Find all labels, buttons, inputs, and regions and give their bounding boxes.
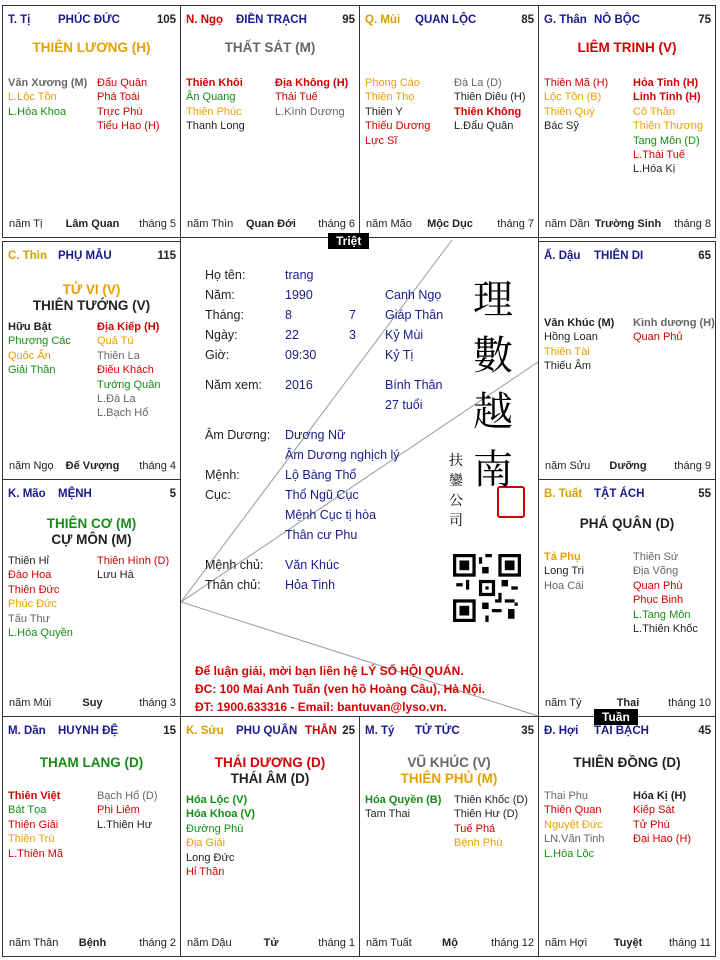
red-seal-icon <box>497 486 525 518</box>
palace-age-value: 45 <box>698 725 711 737</box>
minor-star: Thiên Quan <box>544 804 602 817</box>
main-star: THÁI ÂM (D) <box>230 771 310 786</box>
minor-star: Hồng Loan <box>544 331 598 344</box>
cuc-note: Mệnh Cục tị hòa <box>285 508 377 522</box>
minor-stars-left <box>8 76 87 119</box>
logo-char-1: 理 <box>473 277 513 323</box>
minor-star: Quan Phủ <box>633 331 683 344</box>
palace-name: TÀI BẠCH <box>594 725 649 737</box>
name-value: trang <box>285 268 314 282</box>
main-star: VŨ KHÚC (V) <box>407 755 491 770</box>
yinyang-value: Dương Nữ <box>285 428 346 442</box>
minor-star: Điếu Khách <box>97 364 154 377</box>
minor-star: Thiếu Dương <box>365 120 431 133</box>
cuc-value: Thổ Ngũ Cục <box>285 488 359 502</box>
minor-star: Hỏa Tinh (H) <box>633 77 699 89</box>
view-year-canchi: Bính Thân <box>385 378 443 392</box>
thanchu-value: Hỏa Tinh <box>285 578 336 592</box>
minor-star: Nguyệt Đức <box>544 818 603 831</box>
minor-star: L.Đẩu Quân <box>454 120 514 133</box>
view-year-value: 2016 <box>285 378 313 392</box>
minor-star: Thiên La <box>97 349 140 362</box>
minor-star: Bát Tọa <box>8 804 47 817</box>
palace-year: năm Ngọ <box>9 460 54 472</box>
triet-marker: Triệt <box>328 233 369 249</box>
logo-side-1: 扶 <box>449 453 463 469</box>
palace-hoi[interactable] <box>538 716 716 957</box>
palace-year: năm Tý <box>545 697 582 709</box>
minor-star: Tam Thai <box>365 808 411 821</box>
palace-stage: Trường Sinh <box>594 218 662 230</box>
palace-year: năm Dậu <box>187 937 232 949</box>
minor-star: Tấu Thư <box>8 612 51 625</box>
minor-stars-right <box>454 76 526 134</box>
minor-star: Long Trì <box>544 565 585 578</box>
palace-mao[interactable] <box>2 479 181 717</box>
palace-name: THIÊN DI <box>594 250 644 262</box>
palace-name: MỆNH <box>58 488 92 500</box>
main-star: LIÊM TRINH (V) <box>577 40 677 55</box>
minor-stars-left <box>8 554 73 640</box>
palace-name: TỬ TỨC <box>415 725 460 737</box>
qr-code-icon[interactable] <box>453 554 521 622</box>
minor-star: Thiên Thọ <box>365 91 415 104</box>
main-star: CỰ MÔN (M) <box>51 532 132 547</box>
year-label: Năm: <box>205 288 235 302</box>
minor-star: Hỉ Thần <box>186 866 225 879</box>
minor-stars-left <box>186 793 255 879</box>
minor-star: Lộc Tồn (B) <box>544 91 602 104</box>
palace-mui[interactable] <box>359 5 539 238</box>
view-year-label: Năm xem: <box>205 378 262 392</box>
main-star: PHÁ QUÂN (D) <box>579 516 675 531</box>
palace-name: PHU QUÂN <box>236 725 298 737</box>
palace-name: NÔ BỘC <box>594 14 640 26</box>
minor-stars-left <box>8 789 63 861</box>
minor-stars-right <box>97 789 158 832</box>
minor-stars-right <box>633 550 698 636</box>
minor-star: Tử Phù <box>633 818 670 831</box>
minor-star: Thiên Hỉ <box>8 555 49 567</box>
minor-star: Văn Xương (M) <box>8 77 88 89</box>
year-canchi: Canh Ngọ <box>385 288 442 302</box>
minor-star: Thiên Giải <box>8 818 59 831</box>
palace-branch: B. Tuất <box>544 488 583 500</box>
palace-stage: Mộc Dục <box>427 218 473 230</box>
hour-value: 09:30 <box>285 348 317 362</box>
palace-year: năm Mão <box>366 218 412 230</box>
menhchu-value: Văn Khúc <box>285 558 340 572</box>
logo-side-3: 公 <box>449 493 463 509</box>
minor-star: Địa Giải <box>186 837 226 850</box>
minor-star: Hữu Bật <box>8 321 52 333</box>
minor-star: Tiểu Hao (H) <box>97 120 160 133</box>
palace-branch: Ấ. Dậu <box>544 250 581 262</box>
palace-month: tháng 10 <box>668 697 711 709</box>
palace-age-value: 75 <box>698 14 711 26</box>
palace-dau[interactable] <box>538 241 716 480</box>
palace-branch: K. Mão <box>8 488 46 500</box>
minor-star: Long Đức <box>186 851 235 864</box>
hour-canchi: Kỷ Tị <box>385 348 414 362</box>
minor-star: Tuế Phá <box>454 822 496 835</box>
minor-star: Phúc Đức <box>8 598 57 611</box>
minor-stars-left <box>186 76 245 134</box>
palace-name: PHÚC ĐỨC <box>58 14 120 26</box>
minor-star: Thanh Long <box>186 120 245 133</box>
minor-star: Ân Quang <box>186 91 236 104</box>
month-lunar: 7 <box>349 308 356 322</box>
menh-value: Lộ Bàng Thổ <box>285 468 357 482</box>
palace-name: PHỤ MẪU <box>58 250 112 262</box>
minor-star: Trực Phù <box>97 105 143 118</box>
minor-star: Thiên Quý <box>544 105 595 118</box>
minor-star: Thiên Sứ <box>633 551 679 563</box>
logo-char-2: 數 <box>473 333 513 379</box>
contact-line-2: ĐC: 100 Mai Anh Tuấn (ven hồ Hoàng Cầu), Hà Nội. <box>195 682 486 696</box>
main-star: THẤT SÁT (M) <box>224 40 316 55</box>
palace-stage: Suy <box>82 697 103 709</box>
palace-age-value: 105 <box>156 14 176 26</box>
palace-month: tháng 9 <box>674 460 711 472</box>
minor-star: L.Thiên Khốc <box>633 623 698 636</box>
minor-star: Địa Võng <box>633 565 679 578</box>
palace-age-value: 5 <box>169 488 176 500</box>
minor-stars-left <box>544 789 605 861</box>
thanchu-label: Thân chủ: <box>205 578 261 592</box>
minor-star: Văn Khúc (M) <box>544 317 615 329</box>
minor-star: Thiên Hình (D) <box>97 555 170 567</box>
minor-star: Kình dương (H) <box>633 317 715 329</box>
palace-year: năm Thân <box>9 937 59 949</box>
contact-line-3: ĐT: 1900.633316 - Email: bantuvan@lyso.vn. <box>195 700 447 714</box>
minor-stars-left <box>544 316 614 374</box>
palace-month: tháng 11 <box>668 937 711 949</box>
main-star: THAM LANG (D) <box>39 755 144 770</box>
horoscope-board <box>2 5 716 957</box>
palace-age-value: 85 <box>521 14 534 26</box>
minor-star: Đà La (D) <box>454 77 502 89</box>
minor-star: Thiên Việt <box>8 790 61 802</box>
minor-star: Thiên Y <box>365 105 403 118</box>
minor-star: Thiên Hư (D) <box>454 808 519 821</box>
minor-star: Linh Tinh (H) <box>633 91 701 104</box>
minor-star: L.Bạch Hổ <box>97 407 149 420</box>
minor-star: Cô Thần <box>633 105 675 118</box>
palace-stage: Tuyệt <box>613 937 643 949</box>
minor-stars-right <box>633 76 703 177</box>
minor-stars-left <box>544 76 608 134</box>
main-star: THÁI DƯƠNG (D) <box>214 755 326 770</box>
minor-star: Đại Hao (H) <box>633 833 692 846</box>
palace-suu[interactable] <box>180 716 360 957</box>
palace-age-value: 115 <box>157 250 176 262</box>
palace-stage: Mộ <box>442 937 458 949</box>
palace-month: tháng 7 <box>497 218 534 230</box>
minor-star: Quả Tú <box>97 335 134 348</box>
palace-age-value: 95 <box>342 14 355 26</box>
minor-star: Thiên Đức <box>8 583 60 596</box>
palace-ty[interactable] <box>359 716 539 957</box>
palace-stage: Bệnh <box>78 937 107 949</box>
palace-year: năm Hợi <box>545 937 588 949</box>
minor-star: L.Hóa Quyền <box>8 627 73 640</box>
palace-tuat[interactable] <box>538 479 716 717</box>
palace-thin[interactable] <box>2 241 181 480</box>
minor-star: Thiên Trù <box>8 833 55 846</box>
minor-star: Phi Liêm <box>97 804 140 817</box>
hour-label: Giờ: <box>205 348 230 362</box>
minor-stars-right <box>275 76 348 119</box>
minor-stars-right <box>454 793 528 851</box>
palace-branch: M. Tý <box>365 725 395 737</box>
cuc-label: Cục: <box>205 488 231 502</box>
minor-stars-left <box>544 550 584 593</box>
minor-star: Quốc Ấn <box>8 349 51 362</box>
palace-month: tháng 8 <box>674 218 711 230</box>
minor-star: Hóa Kị (H) <box>633 790 687 802</box>
minor-star: Hóa Khoa (V) <box>186 808 256 821</box>
minor-star: Lưu Hà <box>97 569 134 582</box>
minor-star: Thiên Tài <box>544 345 590 358</box>
minor-star: Thiên Mã (H) <box>544 77 609 89</box>
minor-star: Thiên Phúc <box>186 105 242 118</box>
minor-star: Lực Sĩ <box>365 134 398 147</box>
month-label: Tháng: <box>205 308 244 322</box>
main-star: TỬ VI (V) <box>62 282 121 297</box>
day-lunar: 3 <box>349 328 356 342</box>
minor-stars-left <box>8 320 71 378</box>
than-marker: THÂN <box>305 725 337 737</box>
minor-star: Đường Phù <box>186 822 244 835</box>
minor-star: Thiên Diêu (H) <box>454 91 526 104</box>
palace-branch: Đ. Hợi <box>544 725 579 737</box>
minor-star: Đào Hoa <box>8 569 52 582</box>
month-canchi: Giáp Thân <box>385 308 444 322</box>
palace-branch: G. Thân <box>544 14 587 26</box>
logo-side-2: 鑾 <box>449 473 463 489</box>
palace-name: HUYNH ĐỆ <box>58 725 119 737</box>
logo-char-4: 南 <box>473 447 513 493</box>
minor-star: Phượng Các <box>8 335 71 348</box>
contact-line-1: Để luận giải, mời bạn liên hệ LÝ SỐ HỘI QUÁN. <box>195 664 464 678</box>
palace-branch: M. Dần <box>8 725 46 737</box>
yinyang-note: Âm Dương nghịch lý <box>285 448 400 462</box>
palace-month: tháng 2 <box>139 937 176 949</box>
minor-star: Hóa Lộc (V) <box>186 794 248 806</box>
minor-star: Thái Tuế <box>275 91 318 104</box>
palace-ngo[interactable] <box>180 5 360 238</box>
minor-stars-right <box>97 320 161 421</box>
minor-star: Thiên Khốc (D) <box>454 794 528 806</box>
palace-year: năm Tị <box>9 218 43 230</box>
palace-branch: Q. Mùi <box>365 14 401 26</box>
palace-stage: Đế Vượng <box>65 460 120 472</box>
palace-month: tháng 3 <box>139 697 176 709</box>
minor-star: L.Thiên Mã <box>8 847 64 860</box>
palace-dan[interactable] <box>2 716 181 957</box>
yinyang-label: Âm Dương: <box>205 428 271 442</box>
minor-stars-left <box>365 76 430 148</box>
palace-age-value: 15 <box>163 725 176 737</box>
minor-star: Thiên Thương <box>633 120 704 133</box>
main-star: THIÊN LƯƠNG (H) <box>32 40 151 55</box>
palace-branch: T. Tị <box>8 14 31 26</box>
palace-than[interactable] <box>538 5 716 238</box>
logo-side-4: 司 <box>449 513 463 529</box>
minor-star: Bệnh Phù <box>454 837 503 850</box>
minor-star: Tả Phụ <box>544 551 581 563</box>
palace-stage: Tử <box>263 937 279 949</box>
palace-year: năm Thìn <box>187 218 234 230</box>
palace-stage: Dưỡng <box>609 460 647 472</box>
minor-star: Quan Phù <box>633 579 683 592</box>
minor-star: L.Hóa Kị <box>633 163 676 176</box>
minor-stars-right <box>633 789 691 847</box>
main-star: THIÊN TƯỚNG (V) <box>32 298 151 313</box>
palace-year: năm Sửu <box>545 460 591 472</box>
minor-star: Thiên Không <box>454 105 522 118</box>
palace-ti[interactable] <box>2 5 181 238</box>
palace-year: năm Mùi <box>9 697 52 709</box>
minor-star: L.Hóa Khoa <box>8 105 67 118</box>
tuan-marker: Tuần <box>594 709 638 725</box>
main-star: THIÊN PHỦ (M) <box>400 771 498 786</box>
minor-star: Hóa Quyền (B) <box>365 794 442 806</box>
minor-star: Địa Không (H) <box>275 77 349 89</box>
palace-age-value: 55 <box>698 488 711 500</box>
palace-stage: Quan Đới <box>246 218 296 230</box>
palace-branch: C. Thìn <box>8 250 47 262</box>
minor-star: L.Hóa Lộc <box>544 847 595 860</box>
main-star: THIÊN ĐỒNG (D) <box>573 755 681 770</box>
name-label: Họ tên: <box>205 268 246 282</box>
minor-star: Kiếp Sát <box>633 804 675 817</box>
palace-year: năm Dần <box>545 218 590 230</box>
year-value: 1990 <box>285 288 313 302</box>
minor-star: Thiếu Âm <box>544 360 592 373</box>
logo-char-3: 越 <box>473 389 513 435</box>
minor-star: L.Thái Tuế <box>633 149 685 162</box>
minor-star: Phá Toái <box>97 91 140 104</box>
palace-stage: Thai <box>616 697 640 709</box>
minor-stars-right <box>633 316 715 345</box>
minor-star: Phong Cáo <box>365 77 421 89</box>
day-value: 22 <box>285 328 299 342</box>
minor-star: LN.Văn Tinh <box>544 833 605 846</box>
palace-name: QUAN LỘC <box>415 14 477 26</box>
palace-name: TẬT ÁCH <box>594 488 645 500</box>
palace-branch: N. Ngọ <box>186 14 224 26</box>
minor-star: L.Đà La <box>97 393 136 406</box>
main-star: THIÊN CƠ (M) <box>46 516 137 531</box>
minor-star: L.Tang Môn <box>633 608 691 621</box>
palace-age-value: 35 <box>521 725 534 737</box>
minor-star: Thai Phụ <box>544 790 589 802</box>
minor-star: Đẩu Quân <box>97 77 148 89</box>
palace-year: năm Tuất <box>366 937 412 949</box>
minor-star: Bạch Hổ (D) <box>97 790 158 802</box>
than-position: Thân cư Phu <box>285 528 358 542</box>
minor-star: Thiên Khôi <box>186 77 243 89</box>
minor-star: Tướng Quân <box>97 378 161 391</box>
palace-month: tháng 5 <box>139 218 176 230</box>
palace-month: tháng 4 <box>139 460 176 472</box>
palace-age-value: 25 <box>342 725 355 737</box>
day-label: Ngày: <box>205 328 238 342</box>
palace-age-value: 65 <box>698 250 711 262</box>
menhchu-label: Mệnh chủ: <box>205 558 264 572</box>
palace-month: tháng 12 <box>491 937 534 949</box>
minor-star: Bác Sỹ <box>544 120 579 133</box>
minor-star: Địa Kiếp (H) <box>97 321 160 333</box>
minor-star: Giải Thần <box>8 364 56 377</box>
palace-branch: K. Sửu <box>186 725 224 737</box>
age-value: 27 tuổi <box>385 398 423 412</box>
palace-name: ĐIỀN TRẠCH <box>236 14 307 26</box>
menh-label: Mệnh: <box>205 468 240 482</box>
minor-star: Tang Môn (D) <box>633 134 700 147</box>
day-canchi: Kỷ Mùi <box>385 328 424 342</box>
minor-star: L.Thiên Hư <box>97 818 153 831</box>
minor-stars-right <box>97 76 160 134</box>
minor-stars-left <box>365 793 441 822</box>
minor-star: Phục Binh <box>633 594 684 607</box>
palace-month: tháng 1 <box>318 937 355 949</box>
minor-star: L.Kình Dương <box>275 105 345 118</box>
minor-star: Hoa Cái <box>544 579 584 592</box>
minor-star: L.Lộc Tồn <box>8 91 57 104</box>
palace-month: tháng 6 <box>318 218 355 230</box>
minor-stars-right <box>97 554 169 583</box>
center-info-panel <box>180 237 539 717</box>
month-value: 8 <box>285 308 292 322</box>
palace-stage: Lâm Quan <box>65 218 120 230</box>
